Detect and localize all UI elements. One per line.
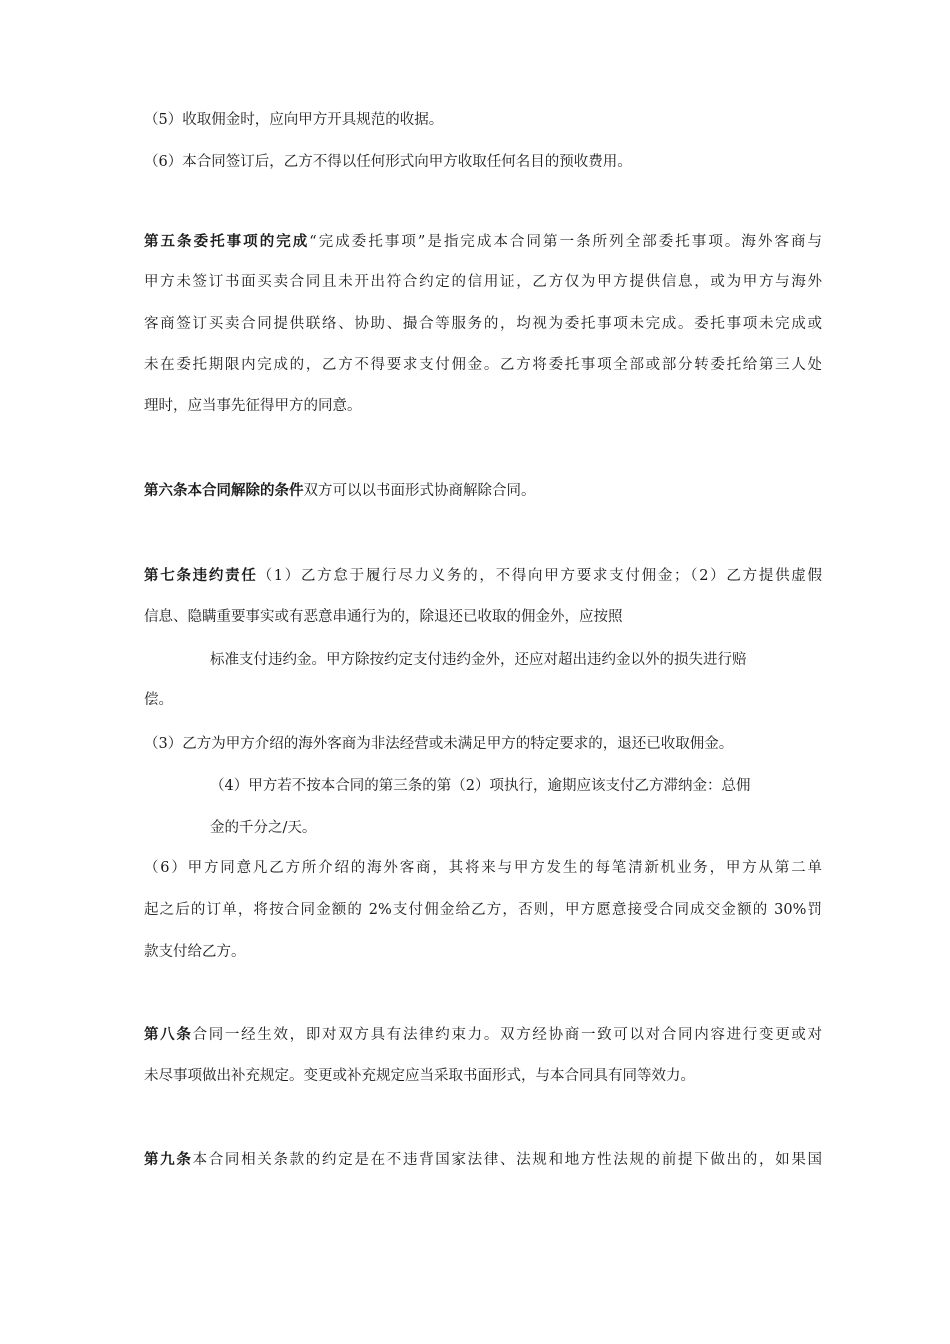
article-7-line-10: 款支付给乙方。 (144, 944, 246, 960)
article-8-line-1 (144, 1025, 822, 1045)
article-9-title: 第九条 (144, 1151, 193, 1168)
article-7-text: （1）乙方怠于履行尽力义务的，不得向甲方要求支付佣金；（2）乙方提供虚假 (257, 568, 823, 584)
article-9-line-1 (144, 1150, 822, 1170)
article-6-line-1 (144, 481, 536, 501)
article-7-line-6: （4）甲方若不按本合同的第三条的第（2）项执行，逾期应该支付乙方滞纳金：总佣 (210, 778, 751, 794)
article-7-line-9: 起之后的订单，将按合同金额的 2%支付佣金给乙方，否则，甲方愿意接受合同成交金额的 30%罚 (144, 902, 822, 918)
article-7-line-1 (144, 566, 822, 586)
article-7-line-5: （3）乙方为甲方介绍的海外客商为非法经营或未满足甲方的特定要求的，退还已收取佣金。 (144, 736, 734, 752)
article-5-line-5: 理时，应当事先征得甲方的同意。 (144, 398, 362, 414)
article-7-title: 第七条违约责任 (144, 567, 258, 584)
article-7-line-2: 信息、隐瞒重要事实或有恶意串通行为的，除退还已收取的佣金外，应按照 (144, 609, 623, 625)
article-8-line-2: 未尽事项做出补充规定。变更或补充规定应当采取书面形式，与本合同具有同等效力。 (144, 1068, 695, 1084)
article-7-line-4: 偿。 (144, 692, 173, 708)
article-8-text: 合同一经生效，即对双方具有法律约束力。双方经协商一致可以对合同内容进行变更或对 (192, 1027, 823, 1043)
article-6-title: 第六条本合同解除的条件 (144, 482, 304, 499)
clause-5-text: （5）收取佣金时，应向甲方开具规范的收据。 (144, 112, 444, 128)
article-6-text: 双方可以以书面形式协商解除合同。 (303, 483, 536, 499)
article-7-line-8: （6）甲方同意凡乙方所介绍的海外客商，其将来与甲方发生的每笔清新机业务，甲方从第二单 (144, 860, 822, 876)
article-5-line-1 (144, 232, 822, 252)
article-5-line-2: 甲方未签订书面买卖合同且未开出符合约定的信用证，乙方仅为甲方提供信息，或为甲方与海外 (144, 274, 822, 290)
article-5-text: “完成委托事项”是指完成本合同第一条所列全部委托事项。海外客商与 (309, 234, 823, 250)
article-5-line-3: 客商签订买卖合同提供联络、协助、撮合等服务的，均视为委托事项未完成。委托事项未完成或 (144, 316, 822, 332)
article-7-line-7: 金的千分之/天。 (210, 820, 317, 836)
article-8-title: 第八条 (144, 1026, 193, 1043)
article-7-line-3: 标准支付违约金。甲方除按约定支付违约金外，还应对超出违约金以外的损失进行赔 (210, 652, 747, 668)
article-5-line-4: 未在委托期限内完成的，乙方不得要求支付佣金。乙方将委托事项全部或部分转委托给第三人处 (144, 357, 822, 373)
clause-6-text: （6）本合同签订后，乙方不得以任何形式向甲方收取任何名目的预收费用。 (144, 154, 632, 170)
article-5-title: 第五条委托事项的完成 (144, 233, 310, 250)
article-9-text: 本合同相关条款的约定是在不违背国家法律、法规和地方性法规的前提下做出的，如果国 (192, 1152, 823, 1168)
